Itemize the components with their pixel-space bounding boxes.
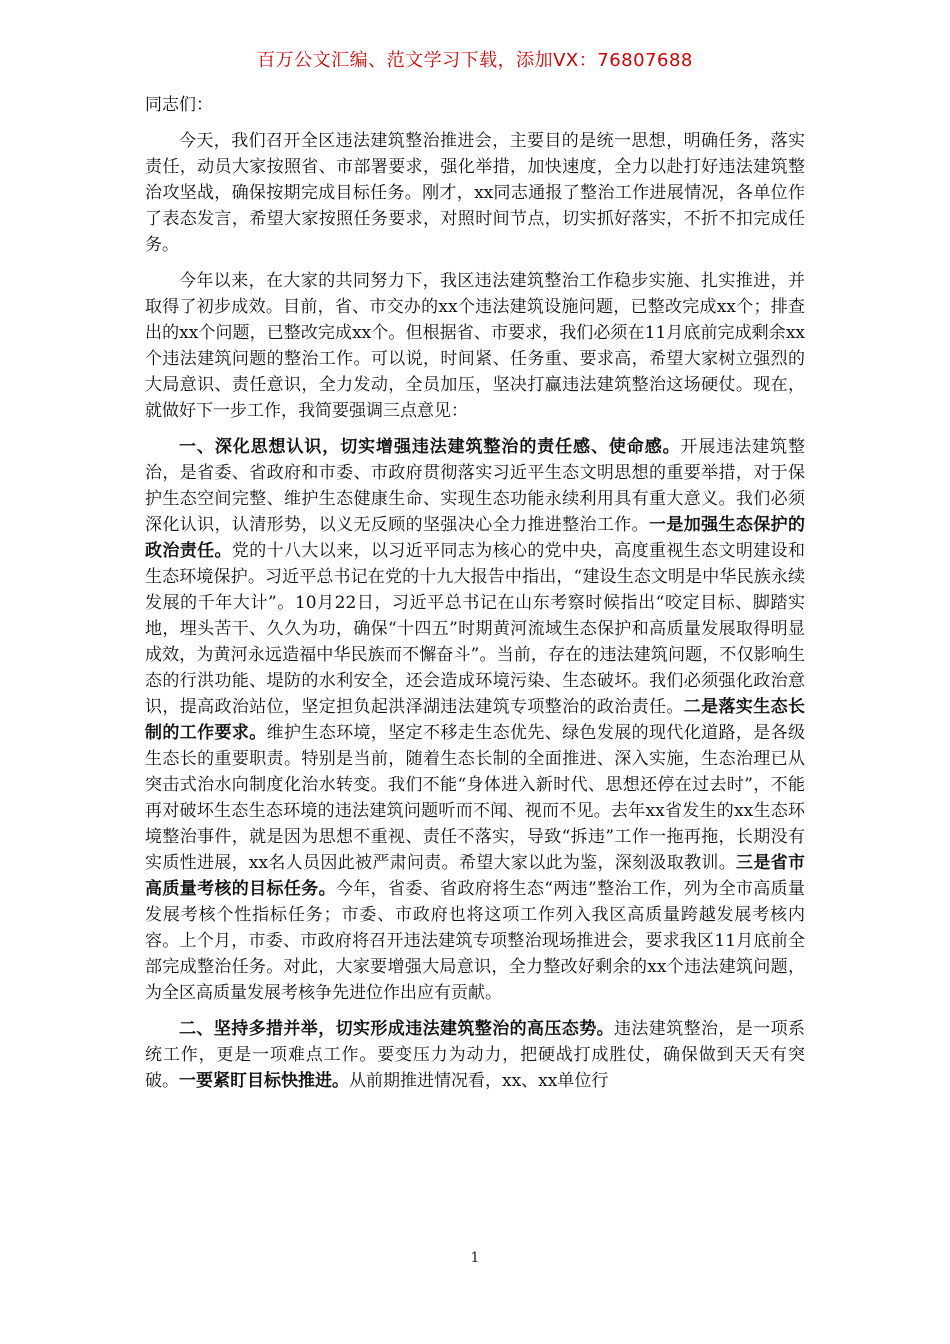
section-two-sub-one: 一要紧盯目标快推进。 bbox=[179, 1071, 349, 1091]
section-two-text-a: 违法建筑整治，是一项系统工作，更是一项难点工作。要变压力为动力，把硬战打成胜仗，确保做到天天有突破。 bbox=[145, 1019, 805, 1091]
salutation: 同志们： bbox=[145, 95, 213, 115]
section-two-heading: 二、坚持多措并举，切实形成违法建筑整治的高压态势。 bbox=[179, 1019, 614, 1039]
section-one-text-b: 党的十八大以来，以习近平同志为核心的党中央，高度重视生态文明建设和生态环境保护。习近平总书记在党的十九大报告中指出，“建设生态文明是中华民族永续发展的千年大计”。10月22日，习近平总书记在山东考察时候指出“咬定目标、脚踏实地，埋头苦干、久久为功，确保“十四五”时期黄河流域生态保护和高质量发展取得明显成效，为黄河永远造福中华民族而不懈奋斗”。当前，存在的违法建筑问题，不仅影响生态的行洪功能、堤防的水利安全，还会造成环境污染、生态破坏。我们必须强化政治意识，提高政治站位，坚定担负起洪泽湖违法建筑专项整治的政治责任。 bbox=[145, 541, 806, 717]
section-one-heading: 一、深化思想认识，切实增强违法建筑整治的责任感、使命感。 bbox=[179, 437, 681, 457]
document-body bbox=[145, 92, 805, 1104]
paragraph-progress: 今年以来，在大家的共同努力下，我区违法建筑整治工作稳步实施、扎实推进，并取得了初步成效。目前，省、市交办的xx个违法建筑设施问题，已整改完成xx个；排查出的xx个问题，已整改完成xx个。但根据省、市要求，我们必须在11月底前完成剩余xx个违法建筑问题的整治工作。可以说，时间紧、任务重、要求高，希望大家树立强烈的大局意识、责任意识，全力发动，全员加压，坚决打赢违法建筑整治这场硬仗。现在，就做好下一步工作，我简要强调三点意见： bbox=[145, 271, 805, 421]
section-one-text-c: 维护生态环境，坚定不移走生态优先、绿色发展的现代化道路，是各级生态长的重要职责。特别是当前，随着生态长制的全面推进、深入实施，生态治理已从突击式治水向制度化治水转变。我们不能“身体进入新时代、思想还停在过去时”，不能再对破坏生态生态环境的违法建筑问题听而不闻、视而不见。去年xx省发生的xx生态环境整治事件，就是因为思想不重视、责任不落实，导致“拆违”工作一拖再拖，长期没有实质性进展，xx名人员因此被严肃问责。希望大家以此为鉴，深刻汲取教训。 bbox=[145, 723, 806, 873]
paragraph-section-two bbox=[145, 1016, 805, 1094]
section-one-sub-three: 三是省市高质量考核的目标任务。 bbox=[145, 853, 805, 899]
section-one-text-a: 开展违法建筑整治，是省委、省政府和市委、市政府贯彻落实习近平生态文明思想的重要举措，对于保护生态空间完整、维护生态健康生命、实现生态功能永续利用具有重大意义。我们必须深化认识，认清形势，以义无反顾的坚强决心全力推进整治工作。 bbox=[145, 437, 806, 535]
section-two-text-b: 从前期推进情况看，xx、xx单位行 bbox=[349, 1071, 609, 1091]
header-banner: 百万公文汇编、范文学习下载，添加VX：76807688 bbox=[257, 50, 693, 71]
paragraph-intro: 今天，我们召开全区违法建筑整治推进会，主要目的是统一思想，明确任务，落实责任，动员大家按照省、市部署要求，强化举措，加快速度，全力以赴打好违法建筑整治攻坚战，确保按期完成目标任务。刚才，xx同志通报了整治工作进展情况，各单位作了表态发言，希望大家按照任务要求，对照时间节点，切实抓好落实，不折不扣完成任务。 bbox=[145, 131, 805, 255]
section-one-sub-two: 二是落实生态长制的工作要求。 bbox=[145, 697, 806, 743]
page-number: 1 bbox=[470, 1250, 480, 1266]
paragraph-section-one bbox=[145, 434, 805, 1006]
section-one-sub-one: 一是加强生态保护的政治责任。 bbox=[145, 515, 806, 561]
section-one-text-d: 今年，省委、省政府将生态“两违”整治工作，列为全市高质量发展考核个性指标任务；市委、市政府也将这项工作列入我区高质量跨越发展考核内容。上个月，市委、市政府将召开违法建筑专项整治现场推进会，要求我区11月底前全部完成整治任务。对此，大家要增强大局意识，全力整改好剩余的xx个违法建筑问题，为全区高质量发展考核争先进位作出应有贡献。 bbox=[145, 879, 806, 1003]
